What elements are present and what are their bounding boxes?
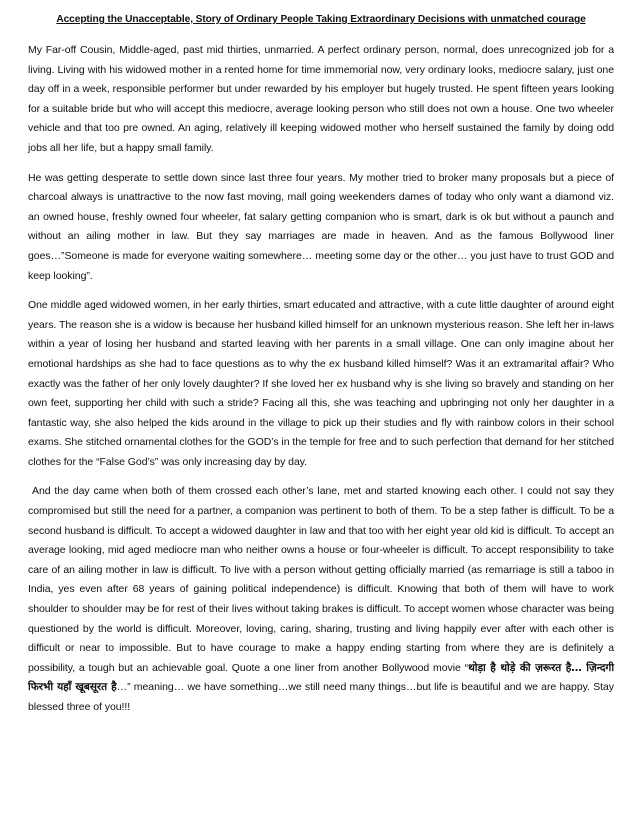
hindi-quote: थोड़ा है थोड़े की ज़रूरत है… ज़िन्दगी फिरभी यहाँ खूबसूरत है <box>28 661 614 694</box>
paragraph-conclusion <box>28 482 614 717</box>
paragraph-cousin: My Far-off Cousin, Middle-aged, past mid thirties, unmarried. A perfect ordinary person, normal, does unrecognized job for a living. Living with his widowed mother in a rented home for time immemorial now, very ordinary looks, mediocre salary, just one day off in a week, responsible performer but under rewarded by his employer but hugely trusted. He spent fifteen years looking for a suitable bride but who will accept this mediocre, average looking person who still does not own a house. One two wheeler vehicle and that too pre owned. An aging, relatively ill keeping widowed mother who herself sustained the family by doing odd jobs all her life, but a happy small family. <box>28 44 614 154</box>
conclusion-text-before: And the day came when both of them crossed each other’s lane, met and started knowing each other. I could not say they compromised but still the need for a partner, a companion was pertinent to both of them. To be a step father is difficult. To be a second husband is difficult. To accept a widowed daughter in law and that too with her eight year old kid is difficult. To accept an average looking, mid aged mediocre man who neither owns a house or four-wheeler is difficult. To accept responsibility to take care of an ailing mother in law is difficult. To live with a person without getting officially married (as remarriage is still a taboo in India, yes even after 68 years of gaining political independence) is difficult. Knowing that both of them will have to work shoulder to shoulder may be for rest of their lives without taking brakes is difficult. To accept women whose character was being questioned by the world is difficult. Moreover, loving, caring, sharing, trusting and living happily ever after with each other is difficult or near to impossible. But to have courage to make a happy ending starting from where they are is definitely a possibility, a tough but an achievable goal. Quote a one liner from another Bollywood movie “ <box>28 485 614 674</box>
paragraph-proposals: He was getting desperate to settle down since last three four years. My mother tried to broker many proposals but a piece of charcoal always is unattractive to the now fast moving, mall going weekenders dames of today who only want a diamond viz. an owned house, freshly owned four wheeler, fat salary getting companion who is smart, dark is ok but without a paunch and without an ailing mother in law. But they say marriages are made in heaven. And as the famous Bollywood liner goes…”Someone is made for everyone waiting somewhere… meeting some day or the other… you just have to trust GOD and keep looking”. <box>28 171 614 282</box>
paragraph-widow: One middle aged widowed women, in her early thirties, smart educated and attractive, with a cute little daughter of around eight years. The reason she is a widow is because her husband killed himself for an unknown mysterious reason. She left her in-laws within a year of losing her husband and started leaving with her parents in a small village. One can only imagine about her emotional hardships as she had to face questions as to why the ex husband killed himself? Was it an extramarital affair? Who exactly was the father of her only lovely daughter? If she loved her ex husband why is she living so bravely and standing on her own feet, supporting her child with such a stride? Facing all this, she was teaching and upbringing not only her daughter in a fantastic way, she also helped the kids around in the village to pick up their studies and fly with rainbow colors in their school exams. She stitched ornamental clothes for the GOD’s in the temple for free and to such perfection that demand for her stitched clothes for the “False God’s” was only increasing day by day. <box>28 299 614 468</box>
document-title: Accepting the Unacceptable, Story of Ordinary People Taking Extraordinary Decisions with unmatched courage <box>56 14 586 25</box>
conclusion-text-after: …” meaning… we have something…we still need many things…but life is beautiful and we are happy. Stay blessed three of you!!! <box>28 681 614 713</box>
